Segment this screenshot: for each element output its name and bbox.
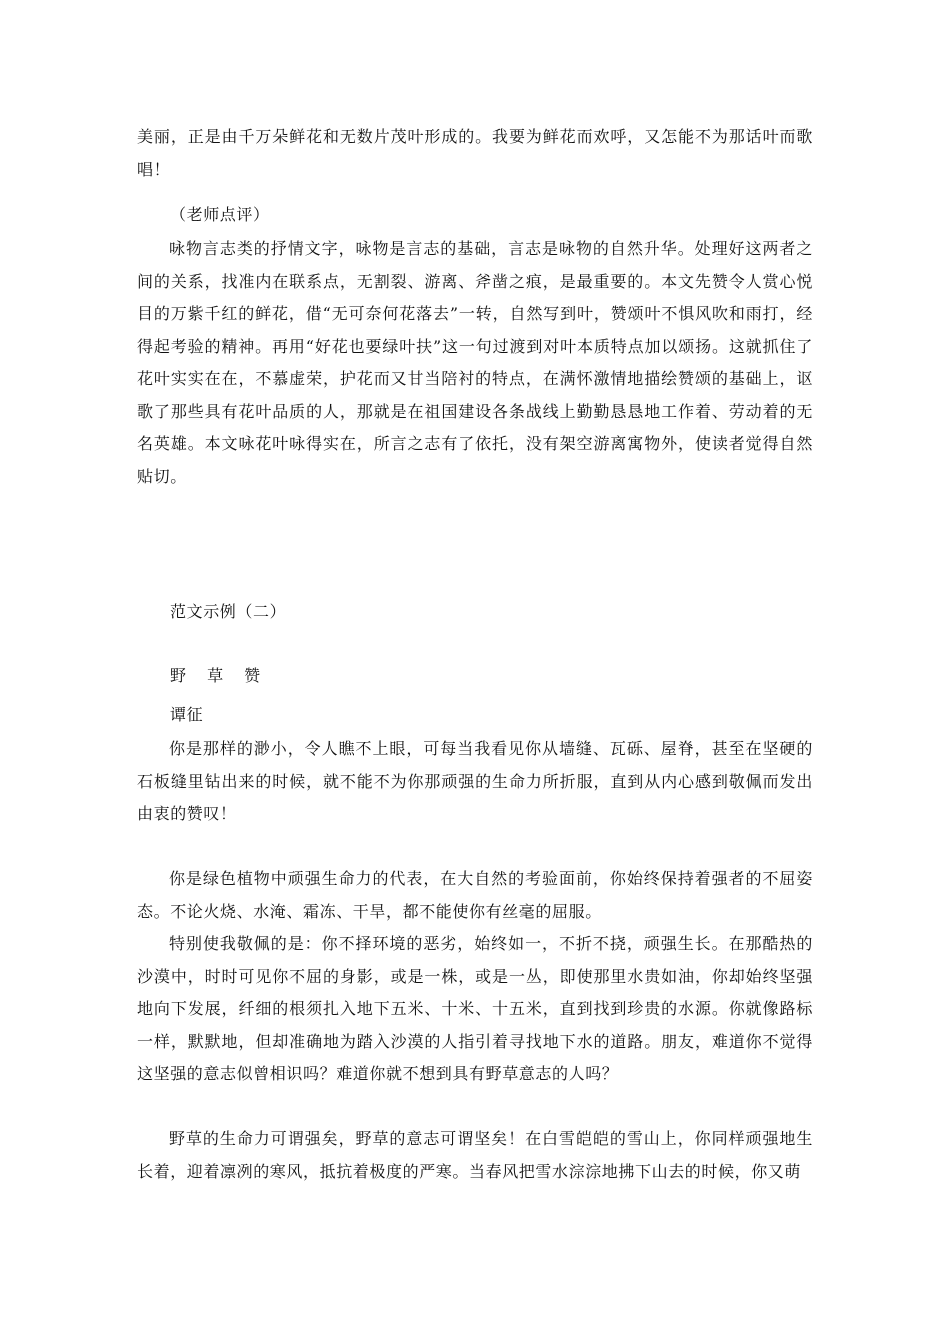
comment-heading: （老师点评） [170, 205, 270, 224]
essay-author: 谭征 [170, 705, 204, 724]
continuation-paragraph: 美丽，正是由千万朵鲜花和无数片茂叶形成的。我要为鲜花而欢呼，又怎能不为那话叶而歌唱！ [137, 127, 813, 179]
essay-paragraph-2: 你是绿色植物中顽强生命力的代表，在大自然的考验面前，你始终保持着强者的不屈姿态。不论火烧、水淹、霜冻、干旱，都不能使你有丝毫的屈服。 [137, 869, 813, 921]
essay-title: 野 草 赞 [170, 666, 269, 685]
comment-paragraph: 咏物言志类的抒情文字，咏物是言志的基础，言志是咏物的自然升华。处理好这两者之间的关系，找准内在联系点，无割裂、游离、斧凿之痕，是最重要的。本文先赞令人赏心悦目的万紫千红的鲜花，借“无可奈何花落去”一转，自然写到叶，赞颂叶不惧风吹和雨打，经得起考验的精神。再用“好花也要绿叶扶”这一句过渡到对叶本质特点加以颂扬。这就抓住了花叶实实在在，不慕虚荣，护花而又甘当陪衬的特点，在满怀激情地描绘赞颂的基础上，讴歌了那些具有花叶品质的人，那就是在祖国建设各条战线上勤勤恳恳地工作着、劳动着的无名英雄。本文咏花叶咏得实在，所言之志有了依托，没有架空游离寓物外，使读者觉得自然贴切。 [137, 239, 813, 486]
example-heading: 范文示例（二） [170, 602, 287, 621]
essay-paragraph-1: 你是那样的渺小，令人瞧不上眼，可每当我看见你从墙缝、瓦砾、屋脊，甚至在坚硬的石板缝里钻出来的时候，就不能不为你那顽强的生命力所折服，直到从内心感到敬佩而发出由衷的赞叹！ [137, 739, 813, 823]
essay-paragraph-4: 野草的生命力可谓强矣，野草的意志可谓坚矣！在白雪皑皑的雪山上，你同样顽强地生长着，迎着凛冽的寒风，抵抗着极度的严寒。当春风把雪水淙淙地拂下山去的时候，你又萌 [137, 1129, 813, 1181]
essay-paragraph-3: 特别使我敬佩的是：你不择环境的恶劣，始终如一，不折不挠，顽强生长。在那酷热的沙漠中，时时可见你不屈的身影，或是一株，或是一丛，即使那里水贵如油，你却始终坚强地向下发展，纤细的根须扎入地下五米、十米、十五米，直到找到珍贵的水源。你就像路标一样，默默地，但却准确地为踏入沙漠的人指引着寻找地下水的道路。朋友，难道你不觉得这坚强的意志似曾相识吗？难道你就不想到具有野草意志的人吗？ [137, 934, 813, 1083]
